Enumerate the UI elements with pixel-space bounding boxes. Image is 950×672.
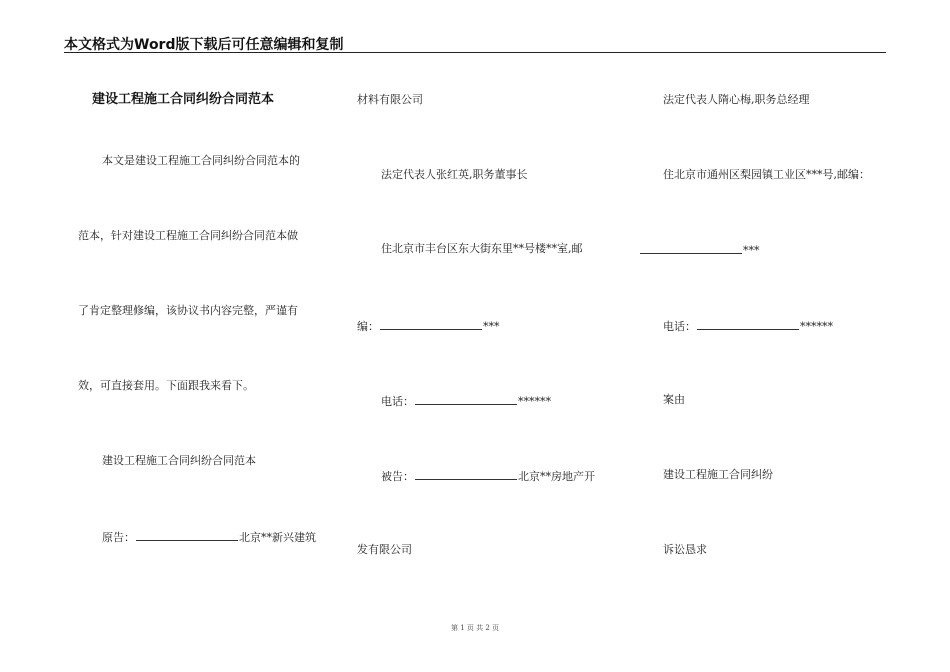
plaintiff-label: 原告： (102, 531, 135, 544)
defendant-label: 被告： (381, 470, 414, 483)
page-footer: 第 1 页 共 2 页 (450, 624, 500, 632)
phone-blank (415, 393, 517, 405)
plaintiff-name: 北京**新兴建筑 (239, 531, 316, 544)
phone-line (663, 318, 833, 334)
defendant-line (381, 468, 595, 484)
defendant-blank (415, 468, 517, 480)
paragraph-line: 住北京市丰台区东大街东里**号楼**室,邮 (381, 242, 583, 255)
paragraph-line: 法定代表人张红英,职务董事长 (381, 168, 528, 181)
postcode-value: *** (743, 244, 760, 257)
defendant-name: 北京**房地产开 (518, 470, 595, 483)
postcode-blank (640, 242, 742, 254)
plaintiff-line (102, 529, 316, 545)
postcode-value: *** (483, 320, 500, 333)
paragraph-line: 住北京市通州区梨园镇工业区***号,邮编： (663, 168, 870, 181)
paragraph-line: 建设工程施工合同纠纷 (663, 468, 773, 481)
claims-heading: 诉讼恳求 (663, 543, 707, 556)
phone-value: ****** (800, 320, 833, 333)
paragraph-line: 了肯定整理修编，该协议书内容完整，严谨有 (78, 304, 298, 317)
paragraph-line: 效，可直接套用。下面跟我来看下。 (78, 379, 254, 392)
postcode-line (639, 242, 760, 258)
document-title: 建设工程施工合同纠纷合同范本 (92, 92, 275, 107)
paragraph-line: 本文是建设工程施工合同纠纷合同范本的 (102, 154, 300, 167)
postcode-blank (380, 318, 482, 330)
phone-label: 电话： (663, 320, 696, 333)
phone-label: 电话： (381, 395, 414, 408)
cause-heading: 案由 (663, 393, 685, 406)
paragraph-line: 法定代表人隋心梅,职务总经理 (663, 93, 810, 106)
plaintiff-blank (136, 529, 238, 541)
phone-value: ****** (518, 395, 551, 408)
document-header: 本文格式为Word版下载后可任意编辑和复制 (64, 37, 344, 53)
postcode-label: 编： (357, 320, 379, 333)
postcode-line (357, 318, 500, 334)
phone-blank (697, 318, 799, 330)
header-rule (64, 52, 886, 53)
subtitle-line: 建设工程施工合同纠纷合同范本 (102, 454, 256, 467)
paragraph-line: 范本，针对建设工程施工合同纠纷合同范本做 (78, 229, 298, 242)
paragraph-line: 发有限公司 (357, 543, 412, 556)
phone-line (381, 393, 551, 409)
paragraph-line: 材料有限公司 (357, 93, 423, 106)
